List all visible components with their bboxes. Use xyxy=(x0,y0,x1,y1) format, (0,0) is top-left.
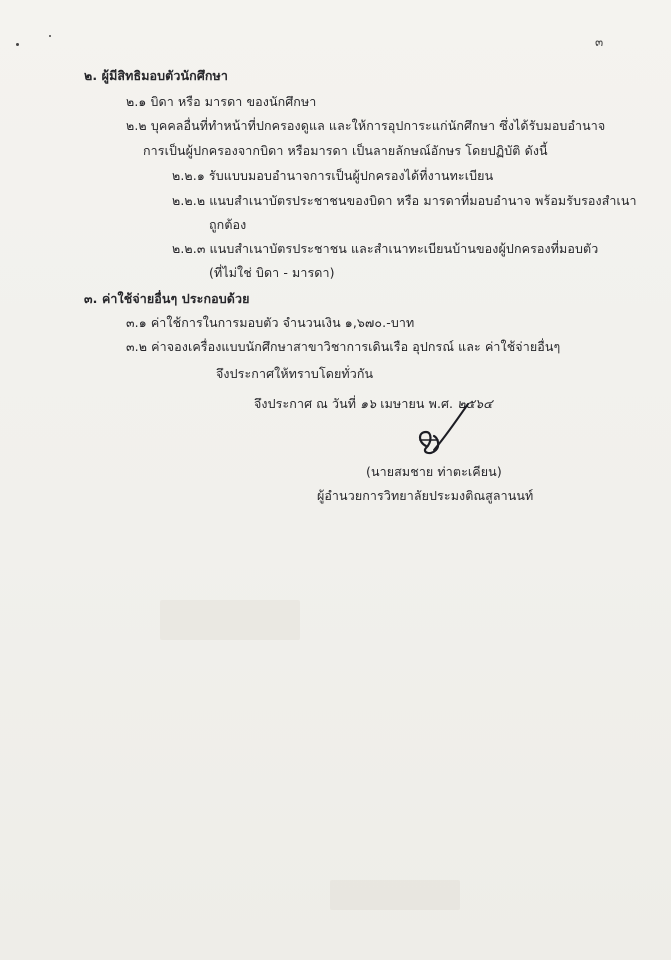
item-2-2-3-line-2: (ที่ไม่ใช่ บิดา - มารดา) xyxy=(209,265,335,280)
item-2-2-line-1: ๒.๒ บุคคลอื่นที่ทำหน้าที่ปกครองดูแล และให้การอุปการะแก่นักศึกษา ซึ่งได้รับมอบอำนาจ xyxy=(126,118,606,133)
handwritten-signature xyxy=(396,402,486,466)
item-2-2-1: ๒.๒.๑ รับแบบมอบอำนาจการเป็นผู้ปกครองได้ที่งานทะเบียน xyxy=(172,168,494,183)
item-3-2: ๓.๒ ค่าจองเครื่องแบบนักศึกษาสาขาวิชาการเดินเรือ อุปกรณ์ และ ค่าใช้จ่ายอื่นๆ xyxy=(126,339,561,354)
section-3-heading: ๓. ค่าใช้จ่ายอื่นๆ ประกอบด้วย xyxy=(84,291,250,306)
date-month-year: เมษายน พ.ศ. xyxy=(380,396,454,411)
date-day: ๑๖ xyxy=(360,396,377,411)
scan-speck xyxy=(16,43,19,46)
scan-shading xyxy=(330,880,460,910)
announcement-line: จึงประกาศให้ทราบโดยทั่วกัน xyxy=(216,366,374,381)
scan-shading xyxy=(160,600,300,640)
page-number: ๓ xyxy=(595,35,604,49)
date-prefix: จึงประกาศ ณ วันที่ xyxy=(254,396,357,411)
item-2-2-2-line-2: ถูกต้อง xyxy=(209,217,247,232)
date-year: ๒๕๖๔ xyxy=(457,396,493,411)
item-2-2-2-line-1: ๒.๒.๒ แนบสำเนาบัตรประชาชนของบิดา หรือ มารดาที่มอบอำนาจ พร้อมรับรองสำเนา xyxy=(172,193,637,208)
item-2-2-line-2: การเป็นผู้ปกครองจากบิดา หรือมารดา เป็นลายลักษณ์อักษร โดยปฏิบัติ ดังนี้ xyxy=(143,143,548,158)
item-2-2-3-line-1: ๒.๒.๓ แนบสำเนาบัตรประชาชน และสำเนาทะเบียนบ้านของผู้ปกครองที่มอบตัว xyxy=(172,241,599,256)
scan-speck xyxy=(49,35,51,37)
item-3-1: ๓.๑ ค่าใช้การในการมอบตัว จำนวนเงิน ๑,๖๗๐.-บาท xyxy=(126,315,415,330)
signer-name: (นายสมชาย ท่าตะเคียน) xyxy=(366,464,502,479)
section-2-heading: ๒. ผู้มีสิทธิมอบตัวนักศึกษา xyxy=(84,68,228,83)
item-2-1: ๒.๑ บิดา หรือ มารดา ของนักศึกษา xyxy=(126,94,317,109)
signer-position: ผู้อำนวยการวิทยาลัยประมงติณสูลานนท์ xyxy=(317,488,534,503)
